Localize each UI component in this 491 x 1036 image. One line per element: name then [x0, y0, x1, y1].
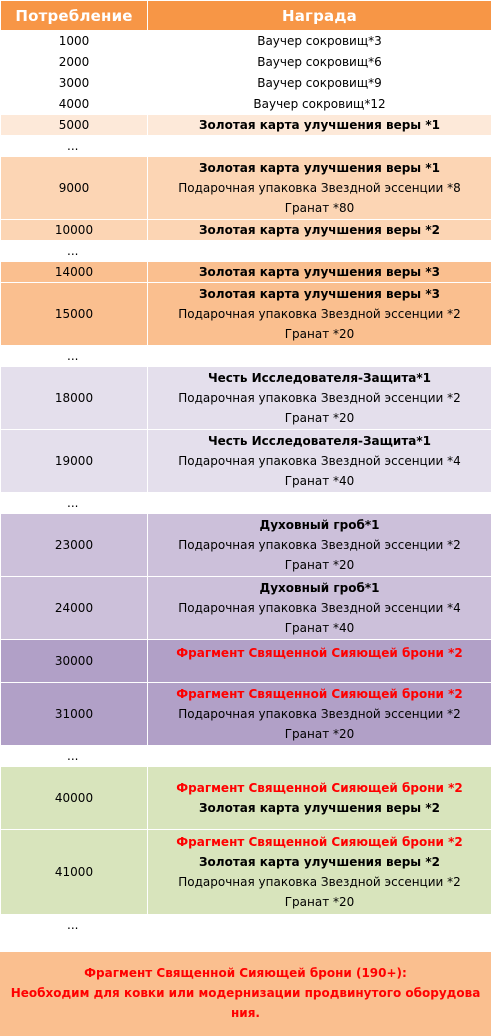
reward-line: Золотая карта улучшения веры *3: [199, 287, 440, 301]
amount-cell: ...: [1, 136, 148, 157]
amount-cell: 40000: [1, 767, 148, 830]
table-row: [1, 241, 491, 262]
reward-line: Подарочная упаковка Звездной эссенции *2: [178, 538, 461, 552]
table-row: [1, 915, 491, 936]
amount-cell: ...: [1, 915, 148, 936]
reward-line: Ваучер сокровищ*12: [253, 97, 386, 111]
reward-line: Гранат *40: [284, 621, 355, 635]
reward-cell: [148, 52, 491, 73]
reward-cell: [148, 262, 491, 283]
reward-line: Честь Исследователя-Защита*1: [207, 434, 432, 448]
reward-line: Золотая карта улучшения веры *2: [199, 801, 440, 815]
amount-cell: ...: [1, 746, 148, 767]
reward-line: Духовный гроб*1: [259, 581, 380, 595]
reward-line: Гранат *20: [284, 895, 355, 909]
header-consumption: Потребление: [1, 1, 148, 31]
reward-cell: [148, 514, 491, 577]
amount-cell: 2000: [1, 52, 148, 73]
reward-line: Ваучер сокровищ*6: [257, 55, 382, 69]
reward-cell: [148, 115, 491, 136]
reward-cell: [148, 493, 491, 514]
table-row: [1, 746, 491, 767]
amount-cell: ...: [1, 241, 148, 262]
reward-cell: [148, 577, 491, 640]
reward-line: Ваучер сокровищ*3: [257, 34, 382, 48]
amount-cell: 10000: [1, 220, 148, 241]
amount-cell: 4000: [1, 94, 148, 115]
reward-line: Ваучер сокровищ*9: [257, 76, 382, 90]
table-row: [1, 430, 491, 493]
reward-cell: [148, 346, 491, 367]
reward-line: Золотая карта улучшения веры *3: [199, 265, 440, 279]
reward-line: Подарочная упаковка Звездной эссенции *8: [178, 181, 461, 195]
table-row: [1, 830, 491, 915]
amount-cell: 31000: [1, 683, 148, 746]
table-row: [1, 136, 491, 157]
reward-cell: [148, 830, 491, 915]
table-row: [1, 640, 491, 683]
table-row: [1, 367, 491, 430]
table-row: [1, 767, 491, 830]
reward-line: Гранат *40: [284, 474, 355, 488]
reward-line: Подарочная упаковка Звездной эссенции *2: [178, 875, 461, 889]
table-row: [1, 73, 491, 94]
amount-cell: 19000: [1, 430, 148, 493]
reward-cell: [148, 746, 491, 767]
reward-line: Гранат *20: [284, 327, 355, 341]
reward-cell: [148, 915, 491, 936]
table-row: [1, 52, 491, 73]
reward-line: Золотая карта улучшения веры *1: [199, 118, 440, 132]
amount-cell: ...: [1, 346, 148, 367]
reward-cell: [148, 767, 491, 830]
amount-cell: 41000: [1, 830, 148, 915]
reward-line: Подарочная упаковка Звездной эссенции *4: [178, 454, 461, 468]
amount-cell: 18000: [1, 367, 148, 430]
reward-line: Гранат *20: [284, 727, 355, 741]
reward-cell: [148, 241, 491, 262]
table-row: [1, 493, 491, 514]
amount-cell: 23000: [1, 514, 148, 577]
reward-cell: [148, 94, 491, 115]
reward-line: Золотая карта улучшения веры *1: [199, 161, 440, 175]
table-row: [1, 514, 491, 577]
reward-cell: [148, 283, 491, 346]
amount-cell: 5000: [1, 115, 148, 136]
reward-cell: [148, 640, 491, 683]
amount-cell: ...: [1, 493, 148, 514]
reward-line: Фрагмент Священной Сияющей брони *2: [176, 835, 463, 849]
reward-line: Духовный гроб*1: [259, 518, 380, 532]
footnote-line: ния.: [231, 1006, 260, 1020]
header-reward: Награда: [148, 1, 491, 31]
reward-line: Подарочная упаковка Звездной эссенции *4: [178, 601, 461, 615]
table-row: [1, 346, 491, 367]
amount-cell: 14000: [1, 262, 148, 283]
table-row: [1, 31, 491, 52]
reward-cell: [148, 73, 491, 94]
amount-cell: 1000: [1, 31, 148, 52]
table-row: [1, 157, 491, 220]
reward-line: Подарочная упаковка Звездной эссенции *2: [178, 707, 461, 721]
reward-line: Фрагмент Священной Сияющей брони *2: [176, 781, 463, 795]
table-row: [1, 283, 491, 346]
reward-cell: [148, 220, 491, 241]
amount-cell: 3000: [1, 73, 148, 94]
table-row: [1, 262, 491, 283]
reward-line: Гранат *80: [284, 201, 355, 215]
reward-cell: [148, 683, 491, 746]
header-row: [1, 1, 491, 31]
reward-line: Подарочная упаковка Звездной эссенции *2: [178, 307, 461, 321]
reward-cell: [148, 31, 491, 52]
reward-cell: [148, 430, 491, 493]
reward-line: Гранат *20: [284, 558, 355, 572]
reward-line: Золотая карта улучшения веры *2: [199, 855, 440, 869]
reward-cell: [148, 136, 491, 157]
footnote-line: Необходим для ковки или модернизации продвинутого оборудова: [10, 986, 481, 1000]
amount-cell: 24000: [1, 577, 148, 640]
footnote: [0, 952, 491, 1036]
table-row: [1, 94, 491, 115]
table-row: [1, 577, 491, 640]
reward-cell: [148, 367, 491, 430]
footnote-line: Фрагмент Священной Сияющей брони (190+):: [84, 966, 407, 980]
amount-cell: 15000: [1, 283, 148, 346]
reward-line: Золотая карта улучшения веры *2: [199, 223, 440, 237]
reward-line: Честь Исследователя-Защита*1: [207, 371, 432, 385]
reward-line: Фрагмент Священной Сияющей брони *2: [176, 646, 463, 660]
amount-cell: 9000: [1, 157, 148, 220]
table-row: [1, 115, 491, 136]
table-row: [1, 220, 491, 241]
reward-line: Фрагмент Священной Сияющей брони *2: [176, 687, 463, 701]
amount-cell: 30000: [1, 640, 148, 683]
table-row: [1, 683, 491, 746]
reward-cell: [148, 157, 491, 220]
reward-line: Гранат *20: [284, 411, 355, 425]
reward-line: Подарочная упаковка Звездной эссенции *2: [178, 391, 461, 405]
